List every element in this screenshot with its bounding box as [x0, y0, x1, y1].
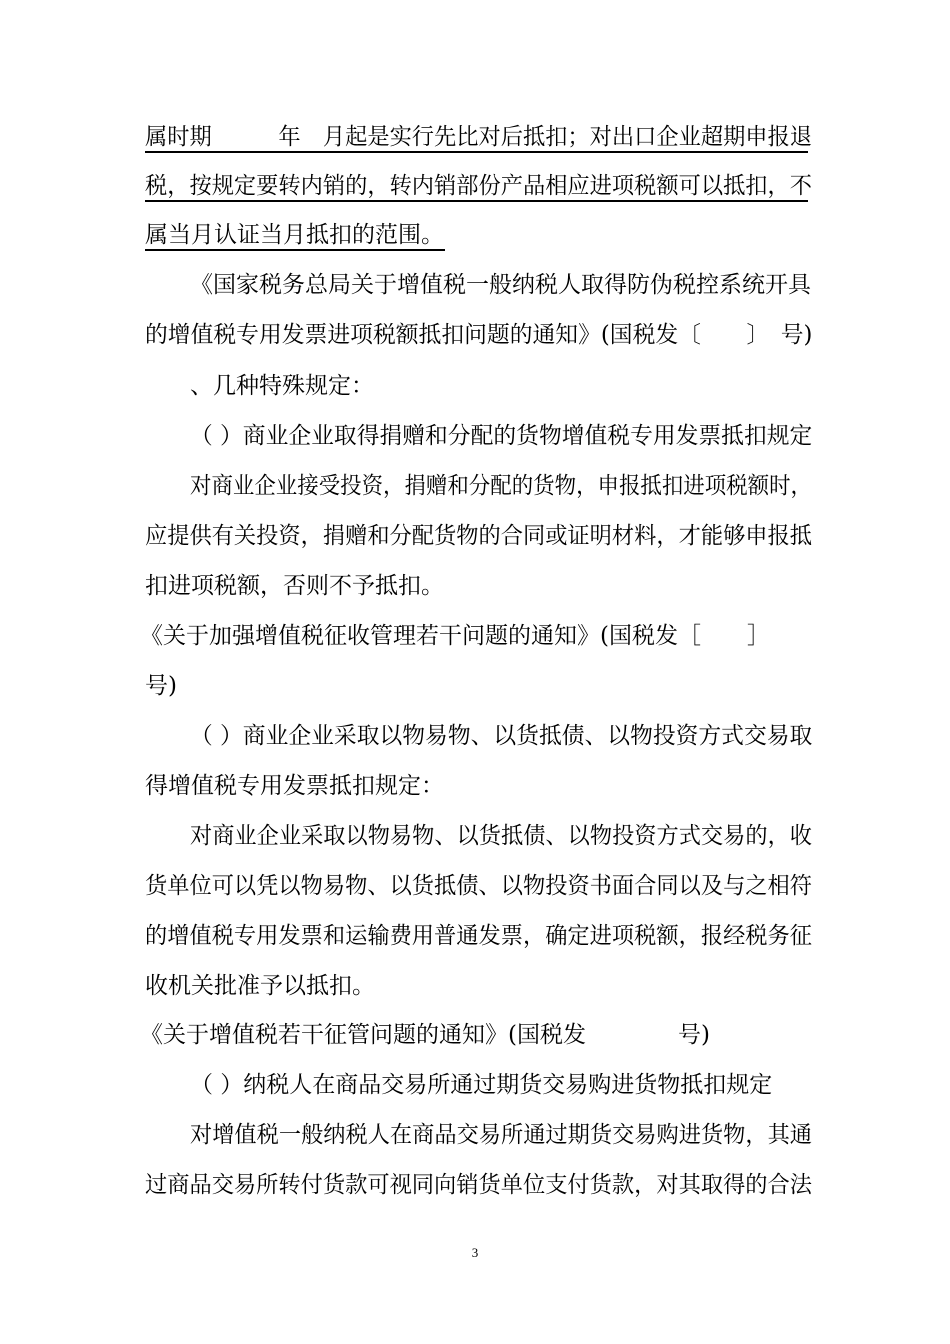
- text-line: 税，按规定要转内销的，转内销部份产品相应进项税额可以抵扣，不: [145, 173, 812, 199]
- text-line: 得增值税专用发票抵扣规定：: [145, 773, 444, 799]
- text-line: 对商业企业接受投资，捐赠和分配的货物，申报抵扣进项税额时，: [190, 473, 812, 499]
- text-line: 属当月认证当月抵扣的范围。: [145, 222, 444, 248]
- text-line: （ ）商业企业采取以物易物、以货抵债、以物投资方式交易取: [190, 723, 813, 749]
- text-line: 收机关批准予以抵扣。: [145, 973, 375, 999]
- text-line: （ ）纳税人在商品交易所通过期货交易购进货物抵扣规定: [190, 1072, 773, 1098]
- text-line: 的增值税专用发票和运输费用普通发票，确定进项税额，报经税务征: [145, 923, 812, 949]
- text-line: 、几种特殊规定：: [190, 373, 374, 399]
- text-line: 对增值税一般纳税人在商品交易所通过期货交易购进货物，其通: [190, 1122, 812, 1148]
- underline: [145, 200, 808, 202]
- text-line: 过商品交易所转付货款可视同向销货单位支付货款，对其取得的合法: [145, 1172, 812, 1198]
- text-line: 对商业企业采取以物易物、以货抵债、以物投资方式交易的，收: [190, 823, 812, 849]
- text-line: 《关于增值税若干征管问题的通知》(国税发 号): [140, 1022, 710, 1048]
- underline: [145, 249, 445, 251]
- text-line: 的增值税专用发票进项税额抵扣问题的通知》(国税发〔 〕 号): [145, 322, 813, 348]
- text-line: 扣进项税额，否则不予抵扣。: [145, 573, 444, 599]
- text-line: 《国家税务总局关于增值税一般纳税人取得防伪税控系统开具: [190, 272, 811, 298]
- text-line: 应提供有关投资，捐赠和分配货物的合同或证明材料，才能够申报抵: [145, 523, 812, 549]
- text-line: （ ）商业企业取得捐赠和分配的货物增值税专用发票抵扣规定: [190, 423, 813, 449]
- page-number: 3: [471, 1245, 479, 1260]
- text-line: 属时期 年 月起是实行先比对后抵扣；对出口企业超期申报退: [145, 124, 812, 150]
- underline: [145, 151, 808, 153]
- text-line: 号): [145, 673, 177, 699]
- text-line: 《关于加强增值税征收管理若干问题的通知》(国税发［ ］: [140, 623, 770, 649]
- text-line: 货单位可以凭以物易物、以货抵债、以物投资书面合同以及与之相符: [145, 873, 812, 899]
